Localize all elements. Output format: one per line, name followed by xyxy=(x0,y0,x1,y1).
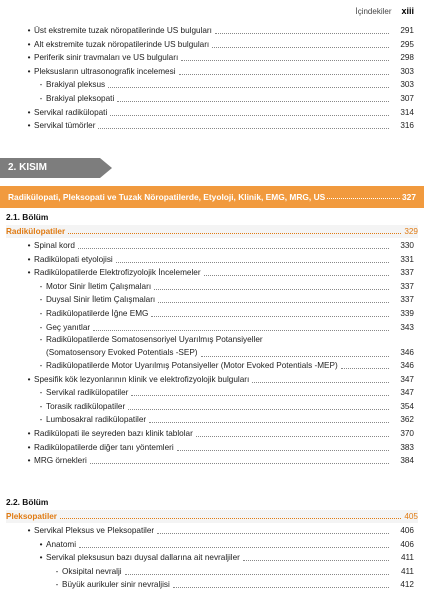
running-header xyxy=(355,6,414,16)
leader-dots xyxy=(196,428,389,437)
section1-subheading-page: 329 xyxy=(404,227,418,236)
toc-entry[interactable] xyxy=(0,359,424,373)
toc-entry[interactable] xyxy=(0,321,424,335)
leader-dots xyxy=(252,374,389,383)
toc-entry-page: 343 xyxy=(400,322,414,332)
toc-entry[interactable] xyxy=(0,239,424,253)
toc-entry[interactable] xyxy=(0,538,424,552)
bullet-marker: - xyxy=(39,295,43,305)
part-title-bar[interactable] xyxy=(0,186,424,208)
bullet-marker: • xyxy=(27,374,31,384)
toc-entry-page: 370 xyxy=(400,428,414,438)
leader-dots xyxy=(116,254,389,263)
section2-heading: 2.2. Bölüm xyxy=(6,497,49,507)
section1-list xyxy=(0,239,424,468)
bullet-marker: • xyxy=(27,39,31,49)
toc-entry-label: Radikülopatilerde diğer tanı yöntemleri xyxy=(34,442,174,452)
toc-entry-page: 307 xyxy=(400,93,414,103)
toc-entry-label: Radikülopatilerde Somatosensoriyel Uyarılmış Potansiyeller xyxy=(46,335,263,345)
toc-entry[interactable] xyxy=(0,106,424,120)
toc-entry-label: Brakiyal pleksopati xyxy=(46,93,115,103)
bullet-marker: - xyxy=(39,308,43,318)
section1-subheading[interactable] xyxy=(6,225,418,238)
toc-entry[interactable] xyxy=(0,413,424,427)
leader-dots xyxy=(98,120,389,129)
bullet-marker: • xyxy=(27,268,31,278)
leader-dots xyxy=(327,192,400,199)
leader-dots xyxy=(204,267,389,276)
part-title: Radikülopati, Pleksopati ve Tuzak Nöropatilerde, Etyoloji, Klinik, EMG, MRG, US xyxy=(8,192,326,202)
toc-entry-label: Servikal pleksusun bazı duysal dallarına ait nevraljiler xyxy=(46,553,240,563)
toc-entry[interactable] xyxy=(0,347,424,359)
toc-entry-page: 316 xyxy=(400,121,414,131)
toc-entry-page: 337 xyxy=(400,295,414,305)
toc-entry-page: 303 xyxy=(400,66,414,76)
toc-entry-page: 406 xyxy=(400,539,414,549)
toc-entry[interactable] xyxy=(0,293,424,307)
toc-entry-label: Alt ekstremite tuzak nöropatilerinde US bulguları xyxy=(34,39,210,49)
toc-entry[interactable] xyxy=(0,441,424,455)
toc-entry[interactable] xyxy=(0,386,424,400)
toc-entry[interactable] xyxy=(0,38,424,52)
leader-dots xyxy=(117,93,389,102)
leader-dots xyxy=(90,455,389,464)
leader-dots xyxy=(79,539,389,548)
leader-dots xyxy=(158,294,389,303)
bullet-marker: - xyxy=(39,80,43,90)
bullet-marker: • xyxy=(27,254,31,264)
toc-entry[interactable] xyxy=(0,524,424,538)
bullet-marker: • xyxy=(27,107,31,117)
toc-entry-page: 347 xyxy=(400,388,414,398)
part-label-banner: 2. KISIM xyxy=(0,158,100,178)
section2-list xyxy=(0,524,424,592)
bullet-marker: - xyxy=(39,388,43,398)
bullet-marker: • xyxy=(27,53,31,63)
bullet-marker: • xyxy=(27,526,31,535)
toc-entry[interactable] xyxy=(0,334,424,346)
leader-dots xyxy=(266,335,389,343)
toc-entry[interactable] xyxy=(0,78,424,92)
toc-entry-label: Periferik sinir travmaları ve US bulguları xyxy=(34,53,179,63)
toc-entry-page: 346 xyxy=(400,347,414,357)
leader-dots xyxy=(179,66,389,75)
toc-entry-label: Pleksusların ultrasonografik incelemesi xyxy=(34,66,176,76)
toc-entry-label: Radikülopati etyolojisi xyxy=(34,254,113,264)
toc-top-list xyxy=(0,24,424,133)
toc-entry-label: Servikal radikülopati xyxy=(34,107,108,117)
leader-dots xyxy=(212,39,389,48)
toc-entry-label: Brakiyal pleksus xyxy=(46,80,106,90)
toc-entry-label: MRG örnekleri xyxy=(34,456,87,466)
toc-entry-label: Spesifik kök lezyonlarının klinik ve elektrofizyolojik bulguları xyxy=(34,374,250,384)
leader-dots xyxy=(151,308,389,317)
section2-subheading-page: 405 xyxy=(404,512,418,521)
toc-entry-page: 330 xyxy=(400,241,414,250)
toc-entry-label: Torasik radikülopatiler xyxy=(46,401,126,411)
part-page-number: 327 xyxy=(402,192,416,202)
bullet-marker: - xyxy=(39,335,43,345)
toc-entry-label: Radikülopatilerde Elektrofizyolojik İncelemeler xyxy=(34,268,201,278)
toc-entry[interactable] xyxy=(0,427,424,441)
bullet-marker: • xyxy=(27,121,31,131)
bullet-marker: • xyxy=(27,456,31,466)
toc-entry-page: 298 xyxy=(400,53,414,63)
bullet-marker: • xyxy=(27,26,31,35)
leader-dots xyxy=(60,510,401,519)
toc-entry-label: Oksipital nevralji xyxy=(62,566,122,576)
leader-dots xyxy=(154,281,389,290)
toc-entry[interactable] xyxy=(0,551,424,565)
bullet-marker: • xyxy=(27,241,31,250)
section1-heading: 2.1. Bölüm xyxy=(6,212,49,222)
bullet-marker: - xyxy=(39,360,43,370)
toc-entry-label: (Somatosensory Evoked Potentials -SEP) xyxy=(46,347,198,357)
bullet-marker: • xyxy=(27,442,31,452)
toc-entry[interactable] xyxy=(0,51,424,65)
toc-entry-label: Üst ekstremite tuzak nöropatilerinde US bulguları xyxy=(34,26,212,35)
toc-entry[interactable] xyxy=(0,578,424,592)
bullet-marker: - xyxy=(55,566,59,576)
toc-entry[interactable] xyxy=(0,565,424,579)
bullet-marker: - xyxy=(39,415,43,425)
toc-entry[interactable] xyxy=(0,65,424,79)
header-label: İçindekiler xyxy=(355,7,392,16)
leader-dots xyxy=(181,52,389,61)
toc-entry[interactable] xyxy=(0,280,424,294)
toc-entry-page: 337 xyxy=(400,268,414,278)
toc-entry-page: 362 xyxy=(400,415,414,425)
toc-entry[interactable] xyxy=(0,400,424,414)
bullet-marker: - xyxy=(39,93,43,103)
bullet-marker: • xyxy=(27,428,31,438)
section2-subheading-label: Pleksopatiler xyxy=(6,512,57,521)
leader-dots xyxy=(215,25,389,34)
bullet-marker: - xyxy=(39,281,43,291)
toc-entry-page: 337 xyxy=(400,281,414,291)
toc-entry-page: 314 xyxy=(400,107,414,117)
toc-entry-label: Servikal Pleksus ve Pleksopatiler xyxy=(34,526,155,535)
toc-entry-page: 295 xyxy=(400,39,414,49)
leader-dots xyxy=(157,525,389,534)
bullet-marker: - xyxy=(39,322,43,332)
toc-entry[interactable] xyxy=(0,119,424,133)
section1-subheading-label: Radikülopatiler xyxy=(6,227,66,236)
leader-dots xyxy=(201,348,389,357)
bullet-marker: • xyxy=(27,66,31,76)
header-page-number: xiii xyxy=(401,6,414,16)
leader-dots xyxy=(68,225,401,234)
toc-entry-page: 411 xyxy=(400,566,414,576)
toc-entry-page: 411 xyxy=(400,553,414,563)
bullet-marker: - xyxy=(55,580,59,590)
toc-entry-page: 331 xyxy=(400,254,414,264)
leader-dots xyxy=(243,552,389,561)
toc-entry-page: 347 xyxy=(400,374,414,384)
bullet-marker: • xyxy=(39,539,43,549)
leader-dots xyxy=(173,579,389,588)
toc-entry-label: Motor Sinir İletim Çalışmaları xyxy=(46,281,152,291)
toc-entry-page: 406 xyxy=(400,526,414,535)
toc-entry-page: 346 xyxy=(400,360,414,370)
toc-entry-label: Geç yanıtlar xyxy=(46,322,91,332)
bullet-marker: • xyxy=(39,553,43,563)
leader-dots xyxy=(125,566,389,575)
section2-subheading[interactable] xyxy=(6,510,418,523)
leader-dots xyxy=(78,240,389,249)
toc-entry[interactable] xyxy=(0,307,424,321)
toc-entry[interactable] xyxy=(0,373,424,387)
toc-entry-page: 303 xyxy=(400,80,414,90)
leader-dots xyxy=(128,401,389,410)
toc-entry-page: 291 xyxy=(400,26,414,35)
toc-entry-page: 412 xyxy=(400,580,414,590)
leader-dots xyxy=(131,387,389,396)
toc-entry-label: Spinal kord xyxy=(34,241,75,250)
toc-entry[interactable] xyxy=(0,253,424,267)
toc-entry-label: Duysal Sinir İletim Çalışmaları xyxy=(46,295,156,305)
toc-entry[interactable] xyxy=(0,92,424,106)
toc-entry-label: Büyük aurikuler sinir nevraljisi xyxy=(62,580,170,590)
toc-entry[interactable] xyxy=(0,454,424,468)
leader-dots xyxy=(110,107,389,116)
toc-entry-label: Lumbosakral radikülopatiler xyxy=(46,415,147,425)
toc-entry-label: Radikülopatilerde İğne EMG xyxy=(46,308,149,318)
toc-entry-page: 354 xyxy=(400,401,414,411)
leader-dots xyxy=(177,442,389,451)
leader-dots xyxy=(108,79,389,88)
leader-dots xyxy=(341,360,389,369)
toc-entry-label: Radikülopati ile seyreden bazı klinik tablolar xyxy=(34,428,193,438)
toc-entry-label: Servikal tümörler xyxy=(34,121,96,131)
toc-entry-label: Anatomi xyxy=(46,539,77,549)
toc-entry[interactable] xyxy=(0,24,424,38)
toc-entry-page: 384 xyxy=(400,456,414,466)
toc-entry-page: 339 xyxy=(400,308,414,318)
leader-dots xyxy=(93,322,389,331)
bullet-marker: - xyxy=(39,401,43,411)
toc-entry[interactable] xyxy=(0,266,424,280)
toc-entry-label: Radikülopatilerde Motor Uyarılmış Potansiyeller (Motor Evoked Potentials -MEP) xyxy=(46,360,338,370)
toc-entry-page: 383 xyxy=(400,442,414,452)
leader-dots xyxy=(149,414,389,423)
toc-entry-label: Servikal radikülopatiler xyxy=(46,388,129,398)
